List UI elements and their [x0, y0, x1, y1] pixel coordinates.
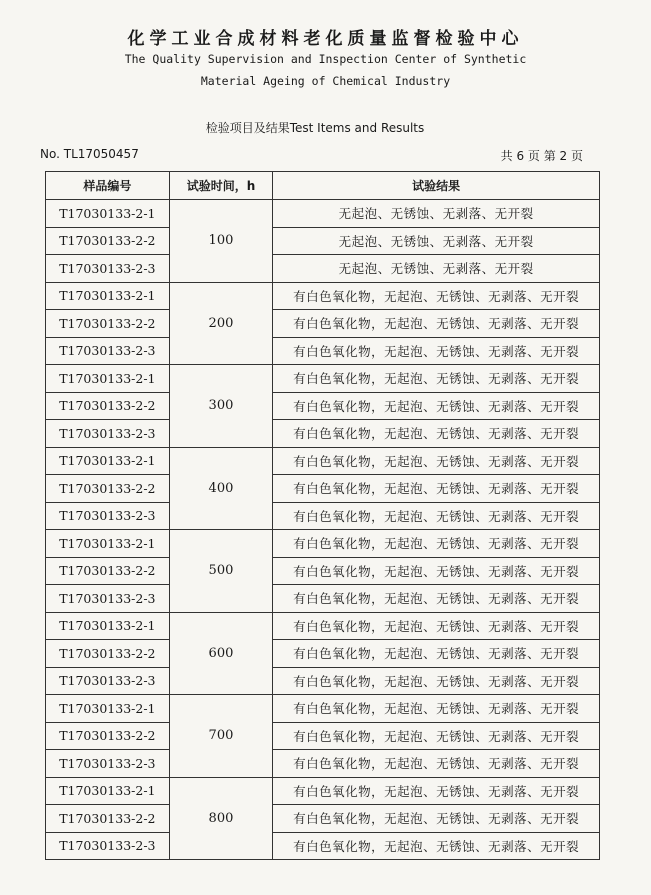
test-result-cell: 有白色氧化物，无起泡、无锈蚀、无剥落、无开裂	[273, 447, 600, 475]
test-result-cell: 有白色氧化物，无起泡、无锈蚀、无剥落、无开裂	[273, 420, 600, 448]
table-row	[46, 777, 600, 805]
section-title: 检验项目及结果Test Items and Results	[205, 121, 425, 135]
test-result-cell: 有白色氧化物，无起泡、无锈蚀、无剥落、无开裂	[273, 777, 600, 805]
table-row	[46, 337, 600, 365]
table-row	[46, 475, 600, 503]
table-row	[46, 530, 600, 558]
sample-id-cell: T17030133-2-2	[46, 640, 170, 668]
sample-id-cell: T17030133-2-1	[46, 365, 170, 393]
test-result-cell: 有白色氧化物，无起泡、无锈蚀、无剥落、无开裂	[273, 695, 600, 723]
table-row	[46, 805, 600, 833]
table-row	[46, 832, 600, 860]
test-result-cell: 无起泡、无锈蚀、无剥落、无开裂	[273, 227, 600, 255]
page-indicator: 共 6 页 第 2 页	[500, 149, 583, 163]
table-row	[46, 392, 600, 420]
sample-id-cell: T17030133-2-2	[46, 557, 170, 585]
institution-title-en-line1: The Quality Supervision and Inspection Center of Synthetic	[124, 52, 527, 66]
test-result-cell: 无起泡、无锈蚀、无剥落、无开裂	[273, 255, 600, 283]
institution-title-en-line2: Material Ageing of Chemical Industry	[200, 74, 451, 88]
table-row	[46, 557, 600, 585]
test-result-cell: 有白色氧化物，无起泡、无锈蚀、无剥落、无开裂	[273, 392, 600, 420]
test-time-cell: 100	[169, 200, 273, 283]
results-table	[45, 171, 600, 860]
table-row	[46, 667, 600, 695]
sample-id-cell: T17030133-2-3	[46, 667, 170, 695]
test-result-cell: 有白色氧化物，无起泡、无锈蚀、无剥落、无开裂	[273, 282, 600, 310]
header-test-time: 试验时间，h	[169, 172, 273, 200]
test-time-cell: 500	[169, 530, 273, 613]
table-row	[46, 585, 600, 613]
test-result-cell: 有白色氧化物，无起泡、无锈蚀、无剥落、无开裂	[273, 805, 600, 833]
table-row	[46, 750, 600, 778]
test-result-cell: 有白色氧化物，无起泡、无锈蚀、无剥落、无开裂	[273, 475, 600, 503]
table-header-row	[46, 172, 600, 200]
test-time-cell: 300	[169, 365, 273, 448]
test-result-cell: 有白色氧化物，无起泡、无锈蚀、无剥落、无开裂	[273, 502, 600, 530]
sample-id-cell: T17030133-2-1	[46, 200, 170, 228]
test-result-cell: 有白色氧化物，无起泡、无锈蚀、无剥落、无开裂	[273, 640, 600, 668]
table-row	[46, 200, 600, 228]
table-row	[46, 255, 600, 283]
sample-id-cell: T17030133-2-3	[46, 585, 170, 613]
test-result-cell: 有白色氧化物，无起泡、无锈蚀、无剥落、无开裂	[273, 557, 600, 585]
test-result-cell: 有白色氧化物，无起泡、无锈蚀、无剥落、无开裂	[273, 585, 600, 613]
test-time-cell: 700	[169, 695, 273, 778]
sample-id-cell: T17030133-2-3	[46, 420, 170, 448]
institution-title-cn: 化学工业合成材料老化质量监督检验中心	[127, 29, 524, 49]
test-result-cell: 有白色氧化物，无起泡、无锈蚀、无剥落、无开裂	[273, 750, 600, 778]
header-sample-id: 样品编号	[46, 172, 170, 200]
report-number: No. TL17050457	[40, 147, 139, 161]
sample-id-cell: T17030133-2-1	[46, 612, 170, 640]
sample-id-cell: T17030133-2-3	[46, 750, 170, 778]
test-result-cell: 无起泡、无锈蚀、无剥落、无开裂	[273, 200, 600, 228]
header-test-result: 试验结果	[273, 172, 600, 200]
table-row	[46, 310, 600, 338]
test-time-cell: 600	[169, 612, 273, 695]
test-result-cell: 有白色氧化物，无起泡、无锈蚀、无剥落、无开裂	[273, 530, 600, 558]
sample-id-cell: T17030133-2-1	[46, 530, 170, 558]
results-body	[46, 200, 600, 860]
sample-id-cell: T17030133-2-1	[46, 447, 170, 475]
test-result-cell: 有白色氧化物，无起泡、无锈蚀、无剥落、无开裂	[273, 365, 600, 393]
test-time-cell: 800	[169, 777, 273, 860]
sample-id-cell: T17030133-2-1	[46, 695, 170, 723]
table-row	[46, 722, 600, 750]
sample-id-cell: T17030133-2-3	[46, 255, 170, 283]
sample-id-cell: T17030133-2-2	[46, 392, 170, 420]
test-result-cell: 有白色氧化物，无起泡、无锈蚀、无剥落、无开裂	[273, 667, 600, 695]
sample-id-cell: T17030133-2-2	[46, 805, 170, 833]
table-row	[46, 612, 600, 640]
sample-id-cell: T17030133-2-2	[46, 227, 170, 255]
sample-id-cell: T17030133-2-3	[46, 832, 170, 860]
sample-id-cell: T17030133-2-3	[46, 337, 170, 365]
test-time-cell: 200	[169, 282, 273, 365]
sample-id-cell: T17030133-2-2	[46, 722, 170, 750]
test-result-cell: 有白色氧化物，无起泡、无锈蚀、无剥落、无开裂	[273, 337, 600, 365]
sample-id-cell: T17030133-2-2	[46, 475, 170, 503]
sample-id-cell: T17030133-2-1	[46, 777, 170, 805]
sample-id-cell: T17030133-2-1	[46, 282, 170, 310]
table-row	[46, 282, 600, 310]
test-result-cell: 有白色氧化物，无起泡、无锈蚀、无剥落、无开裂	[273, 612, 600, 640]
table-row	[46, 227, 600, 255]
test-result-cell: 有白色氧化物，无起泡、无锈蚀、无剥落、无开裂	[273, 310, 600, 338]
sample-id-cell: T17030133-2-3	[46, 502, 170, 530]
test-result-cell: 有白色氧化物，无起泡、无锈蚀、无剥落、无开裂	[273, 832, 600, 860]
table-row	[46, 695, 600, 723]
table-row	[46, 502, 600, 530]
table-row	[46, 420, 600, 448]
test-result-cell: 有白色氧化物，无起泡、无锈蚀、无剥落、无开裂	[273, 722, 600, 750]
test-time-cell: 400	[169, 447, 273, 530]
table-row	[46, 640, 600, 668]
table-row	[46, 447, 600, 475]
table-row	[46, 365, 600, 393]
sample-id-cell: T17030133-2-2	[46, 310, 170, 338]
